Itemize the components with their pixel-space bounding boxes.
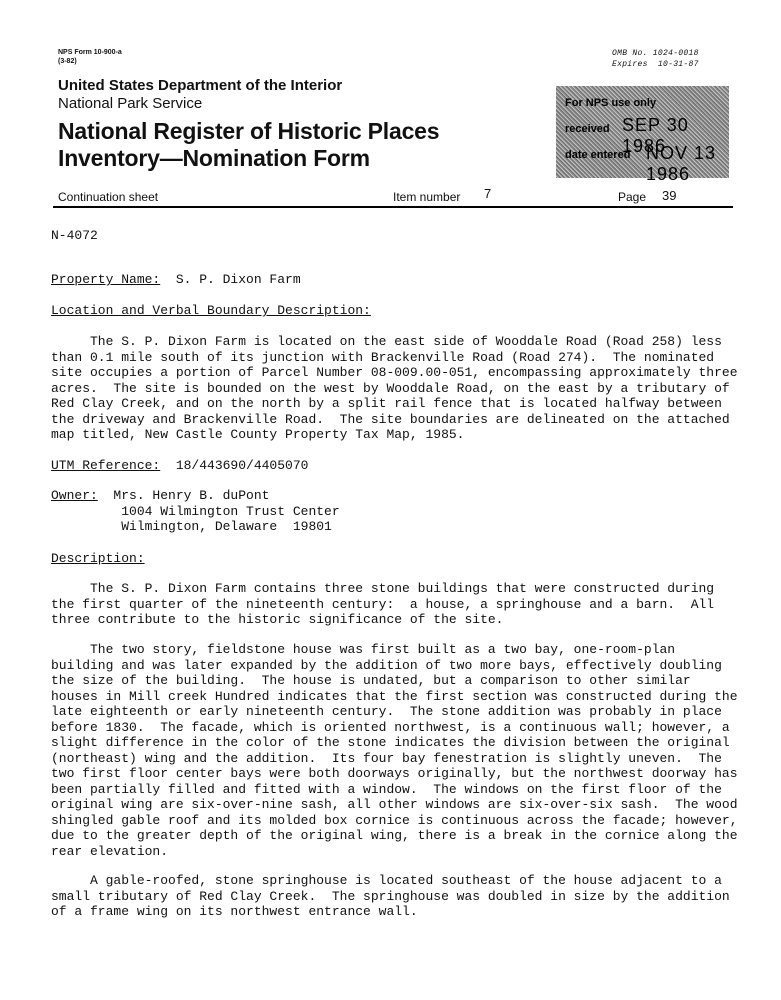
form-title-line2: Inventory—Nomination Form <box>58 145 370 171</box>
description-paragraph-2: The two story, fieldstone house was first built as a two bay, one-room-plan building and was later expanded by the addition of two more bays, effectively doubling the size of the building. The house is undated, but a comparison to other similar houses in Mill creek Hundred indicates that the first section was constructed during the late eighteenth or early nineteenth century. The stone addition was probably in place before 1830. The facade, which is oriented northwest, is a continuous wall; however, a slight difference in the color of the stone indicates the division between the original (northeast) wing and the addition. Its four bay fenestration is slightly uneven. The two first floor center bays were both doorways originally, but the northwest doorway has been partially filled and fitted with a window. The windows on the first floor of the original wing are six-over-nine sash, all other windows are six-over-six sash. The wood shingled gable roof and its molded box cornice is continuous across the facade; however, due to the greater depth of the original wing, there is a break in the cornice along the rear elevation. <box>51 642 738 859</box>
service-heading: National Park Service <box>58 95 203 112</box>
stamp-entered-date: NOV 13 1986 <box>646 143 717 184</box>
owner-name: Mrs. Henry B. duPont <box>97 488 270 503</box>
stamp-received-label: received <box>565 123 610 135</box>
property-name-label: Property Name: <box>51 272 161 287</box>
department-heading: United States Department of the Interior <box>58 77 343 94</box>
owner-address: 1004 Wilmington Trust Center Wilmington, Delaware 19801 <box>121 503 340 534</box>
stamp-received-date: SEP 30 1986 <box>622 115 689 156</box>
item-number-label: Item number <box>393 190 461 204</box>
header-divider <box>53 206 733 208</box>
reference-number: N-4072 <box>51 228 98 243</box>
page-number-value: 39 <box>662 188 677 203</box>
description-heading: Description: <box>51 551 145 566</box>
continuation-sheet-label: Continuation sheet <box>58 190 159 204</box>
owner-block <box>51 488 751 535</box>
stamp-use-label: For NPS use only <box>565 97 657 109</box>
item-number-value: 7 <box>484 186 492 201</box>
location-heading: Location and Verbal Boundary Description: <box>51 303 371 318</box>
utm-line <box>51 458 751 474</box>
description-paragraph-3: A gable-roofed, stone springhouse is located southeast of the house adjacent to a small tributary of Red Clay Creek. The springhouse was doubled in size by the addition of a frame wing on its northwest entrance wall. <box>51 873 730 919</box>
property-name-value: S. P. Dixon Farm <box>160 272 301 287</box>
owner-label: Owner: <box>51 488 98 503</box>
omb-number: OMB No. 1024-0018 Expires 10-31-87 <box>612 49 699 69</box>
property-name-line <box>51 272 751 288</box>
form-number: NPS Form 10-900-a (3-82) <box>58 49 122 65</box>
utm-label: UTM Reference: <box>51 458 161 473</box>
description-paragraph-1: The S. P. Dixon Farm contains three stone buildings that were constructed during the first quarter of the nineteenth century: a house, a springhouse and a barn. All three contribute to the historic significance of the site. <box>51 581 715 627</box>
page-label: Page <box>618 190 647 204</box>
form-title-line1: National Register of Historic Places <box>58 118 440 144</box>
nps-use-stamp <box>556 86 729 184</box>
stamp-entered-label: date entered <box>565 149 631 161</box>
location-paragraph: The S. P. Dixon Farm is located on the east side of Wooddale Road (Road 258) less than 0.1 mile south of its junction with Brackenville Road (Road 274). The nominated site occupies a portion of Parcel Number 08-009.00-051, encompassing approximately three acres. The site is bounded on the west by Wooddale Road, on the east by a tributary of Red Clay Creek, and on the north by a split rail fence that is located halfway between the driveway and Brackenville Road. The site boundaries are delineated on the attached map titled, New Castle County Property Tax Map, 1985. <box>51 334 738 442</box>
utm-value: 18/443690/4405070 <box>160 458 309 473</box>
